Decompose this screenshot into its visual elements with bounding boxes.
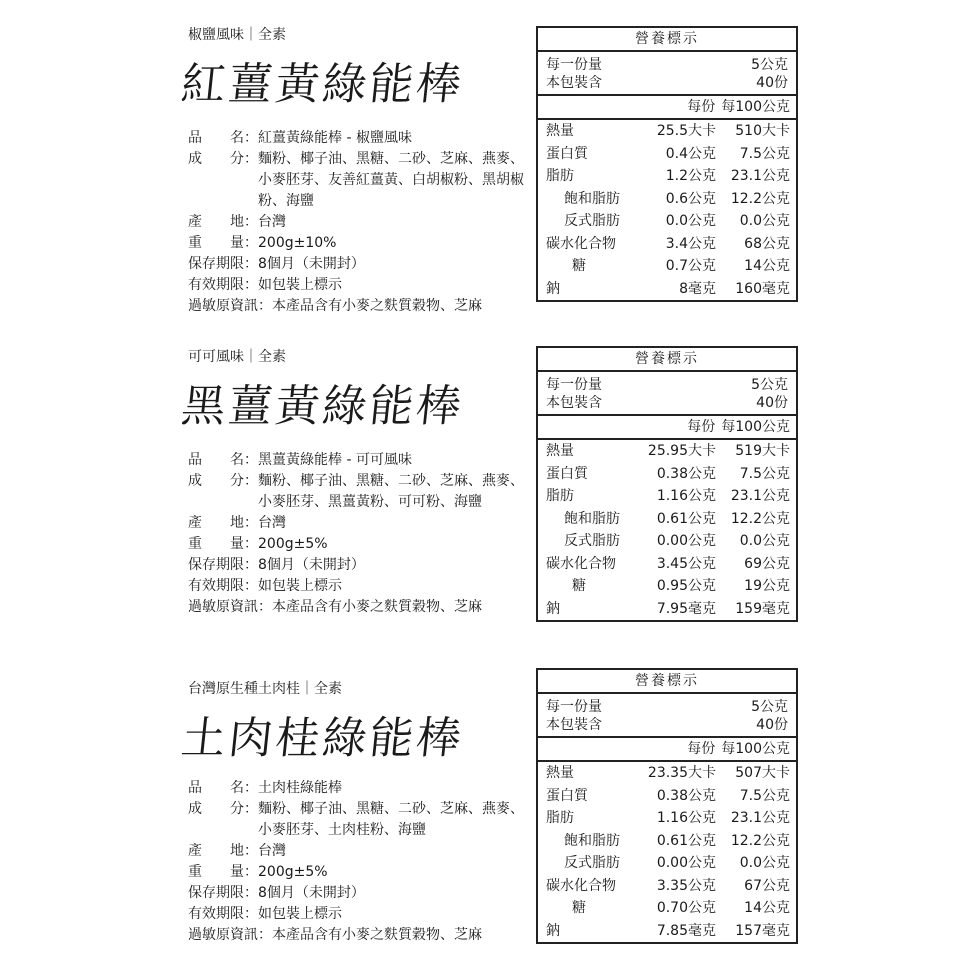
nutrition-row: [538, 120, 796, 143]
per-serving-value: 0.61公克: [656, 832, 716, 849]
per-100g-header: 每100公克: [721, 741, 790, 757]
per-100g-value: 7.5公克: [739, 787, 790, 804]
info-key: 品 名: [188, 780, 244, 796]
nutrient-label: 碳水化合物: [546, 555, 616, 572]
serving-size-value: 5公克: [751, 57, 788, 73]
per-100g-value: 507大卡: [735, 765, 790, 782]
flavor-tag: 台灣原生種土肉桂｜全素: [188, 681, 342, 697]
per-100g-value: 160毫克: [735, 280, 790, 297]
info-value: 8個月（未開封）: [258, 256, 365, 272]
product-title: 黑薑黃綠能棒: [178, 381, 467, 432]
nutrient-label: 糖: [572, 900, 586, 917]
nutrition-row: [538, 233, 796, 256]
nutrient-label: 脂肪: [546, 168, 574, 185]
per-serving-value: 3.45公克: [656, 555, 716, 572]
nutrition-row: [538, 762, 796, 785]
nutrition-row: [538, 875, 796, 898]
nutrition-rows: [538, 762, 796, 942]
info-key: 重 量: [188, 536, 244, 552]
info-key: 產 地: [188, 843, 244, 859]
nutrient-label: 鈉: [546, 280, 560, 297]
per-100g-value: 159毫克: [735, 600, 790, 617]
nutrition-row: [538, 598, 796, 621]
nutrition-header: 營養標示: [538, 670, 796, 694]
nutrient-label: 糖: [572, 258, 586, 275]
per-serving-value: 0.38公克: [656, 465, 716, 482]
info-key: 保存期限: [188, 256, 244, 272]
info-key: 重 量: [188, 864, 244, 880]
nutrition-row: [538, 143, 796, 166]
per-serving-header: 每份: [687, 419, 716, 435]
info-row-origin: 產 地 ： 台灣: [188, 212, 528, 233]
per-serving-value: 0.70公克: [656, 900, 716, 917]
servings-per-pack-label: 本包裝含: [546, 395, 602, 411]
per-serving-value: 0.95公克: [656, 578, 716, 595]
info-key: 品 名: [188, 452, 244, 468]
per-serving-value: 23.35大卡: [647, 765, 716, 782]
per-serving-value: 25.5大卡: [656, 123, 716, 140]
servings-per-pack-value: 40份: [756, 717, 788, 733]
nutrition-row: [538, 278, 796, 301]
per-serving-value: 0.61公克: [656, 510, 716, 527]
per-100g-value: 157毫克: [735, 922, 790, 939]
per-serving-value: 8毫克: [679, 280, 716, 297]
info-value: 200g±10%: [258, 235, 337, 251]
nutrient-label: 鈉: [546, 922, 560, 939]
per-100g-value: 67公克: [744, 877, 790, 894]
per-100g-value: 7.5公克: [739, 465, 790, 482]
info-value: 8個月（未開封）: [258, 885, 365, 901]
product-info: [188, 778, 528, 946]
info-row-expiry: 有效期限 ： 如包裝上標示: [188, 904, 528, 925]
nutrition-rows: [538, 440, 796, 620]
per-serving-value: 0.6公克: [665, 190, 716, 207]
info-key: 成 分: [188, 151, 244, 167]
flavor-tag: 椒鹽風味｜全素: [188, 27, 286, 43]
info-row-name: 品 名 ： 黑薑黃綠能棒 - 可可風味: [188, 450, 528, 471]
nutrition-column-header: [538, 738, 796, 762]
info-key: 成 分: [188, 801, 244, 817]
nutrient-label: 碳水化合物: [546, 877, 616, 894]
info-value: 如包裝上標示: [258, 277, 342, 293]
nutrition-row: [538, 785, 796, 808]
info-value: 麵粉、椰子油、黑糖、二砂、芝麻、燕麥、小麥胚芽、土肉桂粉、海鹽: [258, 801, 524, 838]
per-100g-value: 7.5公克: [739, 145, 790, 162]
info-row-weight: 重 量 ： 200g±5%: [188, 534, 528, 555]
nutrient-label: 熱量: [546, 123, 574, 140]
nutrition-row: [538, 440, 796, 463]
per-serving-header: 每份: [687, 741, 716, 757]
serving-size-label: 每一份量: [546, 377, 602, 393]
nutrition-column-header: [538, 96, 796, 120]
info-value: 土肉桂綠能棒: [258, 780, 342, 796]
info-key: 重 量: [188, 235, 244, 251]
allergen-info: 過敏原資訊：本產品含有小麥之麩質穀物、芝麻: [188, 599, 482, 615]
per-100g-value: 23.1公克: [730, 488, 790, 505]
per-serving-value: 3.35公克: [656, 877, 716, 894]
nutrient-label: 蛋白質: [546, 465, 588, 482]
info-value: 台灣: [258, 515, 286, 531]
info-value: 如包裝上標示: [258, 906, 342, 922]
nutrient-label: 飽和脂肪: [564, 190, 620, 207]
info-row-shelf-life: 保存期限 ： 8個月（未開封）: [188, 254, 528, 275]
per-serving-value: 7.95毫克: [656, 600, 716, 617]
per-100g-value: 12.2公克: [730, 190, 790, 207]
per-serving-value: 0.0公克: [665, 213, 716, 230]
serving-info: [538, 372, 796, 416]
per-serving-value: 0.7公克: [665, 258, 716, 275]
nutrient-label: 反式脂肪: [564, 213, 620, 230]
info-value: 黑薑黃綠能棒 - 可可風味: [258, 452, 412, 468]
nutrition-header: 營養標示: [538, 28, 796, 52]
info-row-ingredients: 成 分 ： 麵粉、椰子油、黑糖、二砂、芝麻、燕麥、小麥胚芽、土肉桂粉、海鹽: [188, 799, 528, 841]
servings-per-pack-label: 本包裝含: [546, 75, 602, 91]
info-key: 保存期限: [188, 885, 244, 901]
nutrition-row: [538, 255, 796, 278]
per-100g-value: 68公克: [744, 235, 790, 252]
info-row-ingredients: 成 分 ： 麵粉、椰子油、黑糖、二砂、芝麻、燕麥、小麥胚芽、友善紅薑黃、白胡椒粉、黑胡椒粉、海鹽: [188, 149, 528, 212]
info-row-name: 品 名 ： 土肉桂綠能棒: [188, 778, 528, 799]
per-serving-value: 7.85毫克: [656, 922, 716, 939]
info-row-expiry: 有效期限 ： 如包裝上標示: [188, 275, 528, 296]
nutrition-facts-table: [536, 346, 798, 622]
info-value: 8個月（未開封）: [258, 557, 365, 573]
product-label: [0, 322, 980, 642]
info-row-name: 品 名 ： 紅薑黃綠能棒 - 椒鹽風味: [188, 128, 528, 149]
info-key: 成 分: [188, 473, 244, 489]
per-serving-value: 3.4公克: [665, 235, 716, 252]
info-value: 紅薑黃綠能棒 - 椒鹽風味: [258, 130, 412, 146]
nutrition-row: [538, 485, 796, 508]
per-serving-header: 每份: [687, 99, 716, 115]
nutrition-row: [538, 553, 796, 576]
info-value: 200g±5%: [258, 864, 328, 880]
nutrition-row: [538, 807, 796, 830]
nutrition-row: [538, 463, 796, 486]
nutrient-label: 碳水化合物: [546, 235, 616, 252]
nutrition-row: [538, 830, 796, 853]
product-info: [188, 450, 528, 618]
per-serving-value: 1.16公克: [656, 488, 716, 505]
nutrient-label: 熱量: [546, 765, 574, 782]
nutrition-facts-table: [536, 26, 798, 302]
product-title: 土肉桂綠能棒: [178, 713, 467, 764]
per-100g-value: 19公克: [744, 578, 790, 595]
per-100g-value: 14公克: [744, 258, 790, 275]
info-row-allergen: [188, 925, 528, 946]
info-key: 有效期限: [188, 578, 244, 594]
serving-size-label: 每一份量: [546, 699, 602, 715]
info-row-weight: 重 量 ： 200g±10%: [188, 233, 528, 254]
nutrition-row: [538, 210, 796, 233]
flavor-tag: 可可風味｜全素: [188, 349, 286, 365]
per-100g-value: 12.2公克: [730, 510, 790, 527]
nutrient-label: 鈉: [546, 600, 560, 617]
nutrition-row: [538, 920, 796, 943]
per-100g-value: 519大卡: [735, 443, 790, 460]
info-key: 保存期限: [188, 557, 244, 573]
product-label: [0, 648, 980, 968]
allergen-info: 過敏原資訊：本產品含有小麥之麩質穀物、芝麻: [188, 298, 482, 314]
nutrition-row: [538, 165, 796, 188]
info-row-allergen: [188, 296, 528, 317]
per-serving-value: 0.38公克: [656, 787, 716, 804]
nutrition-rows: [538, 120, 796, 300]
serving-size-value: 5公克: [751, 699, 788, 715]
per-serving-value: 1.16公克: [656, 810, 716, 827]
info-row-ingredients: 成 分 ： 麵粉、椰子油、黑糖、二砂、芝麻、燕麥、小麥胚芽、黑薑黃粉、可可粉、海鹽: [188, 471, 528, 513]
nutrient-label: 蛋白質: [546, 145, 588, 162]
per-100g-header: 每100公克: [721, 419, 790, 435]
servings-per-pack-value: 40份: [756, 395, 788, 411]
info-row-shelf-life: 保存期限 ： 8個月（未開封）: [188, 555, 528, 576]
nutrition-row: [538, 897, 796, 920]
nutrient-label: 飽和脂肪: [564, 510, 620, 527]
product-label: [0, 0, 980, 320]
nutrient-label: 熱量: [546, 443, 574, 460]
info-row-expiry: 有效期限 ： 如包裝上標示: [188, 576, 528, 597]
serving-size-value: 5公克: [751, 377, 788, 393]
info-value: 麵粉、椰子油、黑糖、二砂、芝麻、燕麥、小麥胚芽、黑薑黃粉、可可粉、海鹽: [258, 473, 524, 510]
product-title: 紅薑黃綠能棒: [178, 59, 467, 110]
servings-per-pack-label: 本包裝含: [546, 717, 602, 733]
nutrition-column-header: [538, 416, 796, 440]
per-100g-value: 14公克: [744, 900, 790, 917]
info-row-shelf-life: 保存期限 ： 8個月（未開封）: [188, 883, 528, 904]
per-100g-value: 510大卡: [735, 123, 790, 140]
nutrient-label: 脂肪: [546, 810, 574, 827]
info-row-origin: 產 地 ： 台灣: [188, 841, 528, 862]
per-serving-value: 0.00公克: [656, 855, 716, 872]
info-row-origin: 產 地 ： 台灣: [188, 513, 528, 534]
nutrient-label: 脂肪: [546, 488, 574, 505]
per-100g-value: 0.0公克: [739, 855, 790, 872]
per-100g-value: 0.0公克: [739, 213, 790, 230]
per-serving-value: 0.00公克: [656, 533, 716, 550]
nutrition-row: [538, 508, 796, 531]
per-100g-value: 12.2公克: [730, 832, 790, 849]
servings-per-pack-value: 40份: [756, 75, 788, 91]
per-serving-value: 0.4公克: [665, 145, 716, 162]
per-100g-value: 23.1公克: [730, 168, 790, 185]
per-100g-header: 每100公克: [721, 99, 790, 115]
nutrition-row: [538, 188, 796, 211]
nutrient-label: 反式脂肪: [564, 533, 620, 550]
nutrition-header: 營養標示: [538, 348, 796, 372]
per-serving-value: 25.95大卡: [647, 443, 716, 460]
info-key: 產 地: [188, 214, 244, 230]
allergen-info: 過敏原資訊：本產品含有小麥之麩質穀物、芝麻: [188, 927, 482, 943]
info-row-weight: 重 量 ： 200g±5%: [188, 862, 528, 883]
serving-size-label: 每一份量: [546, 57, 602, 73]
info-value: 如包裝上標示: [258, 578, 342, 594]
serving-info: [538, 694, 796, 738]
info-value: 台灣: [258, 843, 286, 859]
per-100g-value: 23.1公克: [730, 810, 790, 827]
nutrition-row: [538, 575, 796, 598]
per-100g-value: 0.0公克: [739, 533, 790, 550]
info-key: 產 地: [188, 515, 244, 531]
per-100g-value: 69公克: [744, 555, 790, 572]
info-value: 200g±5%: [258, 536, 328, 552]
nutrient-label: 反式脂肪: [564, 855, 620, 872]
nutrient-label: 糖: [572, 578, 586, 595]
product-info: [188, 128, 528, 317]
info-value: 麵粉、椰子油、黑糖、二砂、芝麻、燕麥、小麥胚芽、友善紅薑黃、白胡椒粉、黑胡椒粉、海鹽: [258, 151, 524, 209]
info-key: 有效期限: [188, 277, 244, 293]
nutrient-label: 飽和脂肪: [564, 832, 620, 849]
nutrient-label: 蛋白質: [546, 787, 588, 804]
nutrition-facts-table: [536, 668, 798, 944]
nutrition-row: [538, 852, 796, 875]
info-key: 有效期限: [188, 906, 244, 922]
nutrition-row: [538, 530, 796, 553]
info-value: 台灣: [258, 214, 286, 230]
info-key: 品 名: [188, 130, 244, 146]
per-serving-value: 1.2公克: [665, 168, 716, 185]
serving-info: [538, 52, 796, 96]
info-row-allergen: [188, 597, 528, 618]
